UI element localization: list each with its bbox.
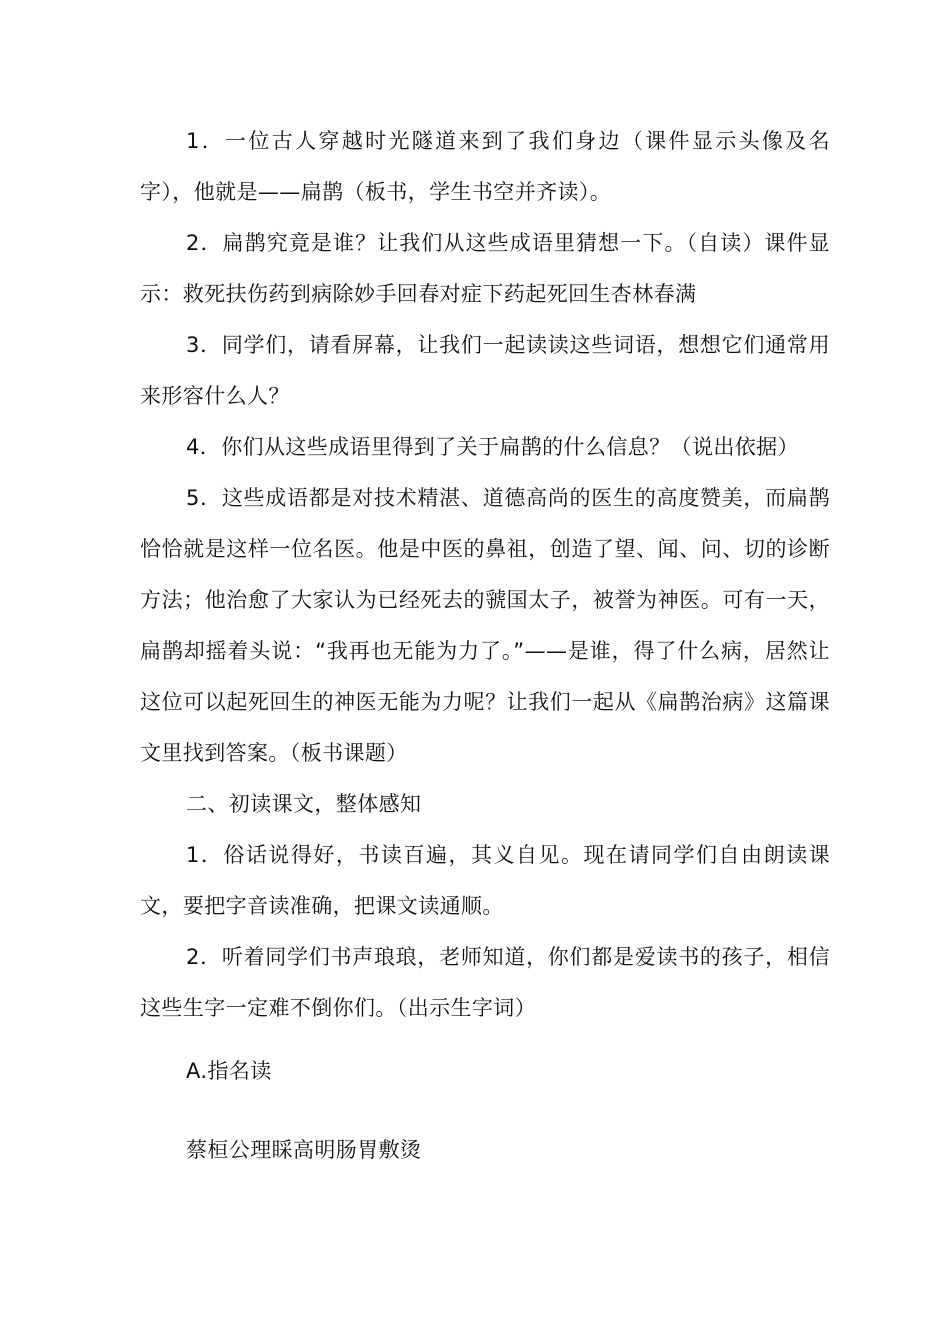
section-heading: 二、初读课文，整体感知 — [186, 792, 422, 816]
paragraph-1: 1．一位古人穿越时光隧道来到了我们身边（课件显示头像及名字），他就是——扁鹊（板书，学生书空并齐读）。 — [140, 129, 830, 204]
paragraph-7: 2．听着同学们书声琅琅，老师知道，你们都是爱读书的孩子，相信这些生字一定难不倒你们。（出示生字词） — [140, 945, 830, 1020]
sub-heading-a: A.指名读 — [186, 1059, 272, 1083]
paragraph-3: 3．同学们，请看屏幕，让我们一起读读这些词语，想想它们通常用来形容什么人？ — [140, 333, 830, 408]
vocabulary-list: 蔡桓公理睬高明肠胃敷烫 — [186, 1138, 422, 1162]
paragraph-2: 2．扁鹊究竟是谁？让我们从这些成语里猜想一下。（自读）课件显示：救死扶伤药到病除妙手回春对症下药起死回生杏林春满 — [140, 231, 830, 306]
paragraph-5: 5．这些成语都是对技术精湛、道德高尚的医生的高度赞美，而扁鹊恰恰就是这样一位名医。他是中医的鼻祖，创造了望、闻、问、切的诊断方法；他治愈了大家认为已经死去的虢国太子，被誉为神医。可有一天，扁鹊却摇着头说：“我再也无能为力了。”——是谁，得了什么病，居然让这位可以起死回生的神医无能为力呢？让我们一起从《扁鹊治病》这篇课文里找到答案。（板书课题） — [140, 486, 830, 765]
document-body — [140, 116, 830, 1176]
paragraph-6: 1．俗话说得好，书读百遍，其义自见。现在请同学们自由朗读课文，要把字音读准确，把课文读通顺。 — [140, 843, 830, 918]
paragraph-4: 4．你们从这些成语里得到了关于扁鹊的什么信息？（说出依据） — [186, 435, 799, 459]
